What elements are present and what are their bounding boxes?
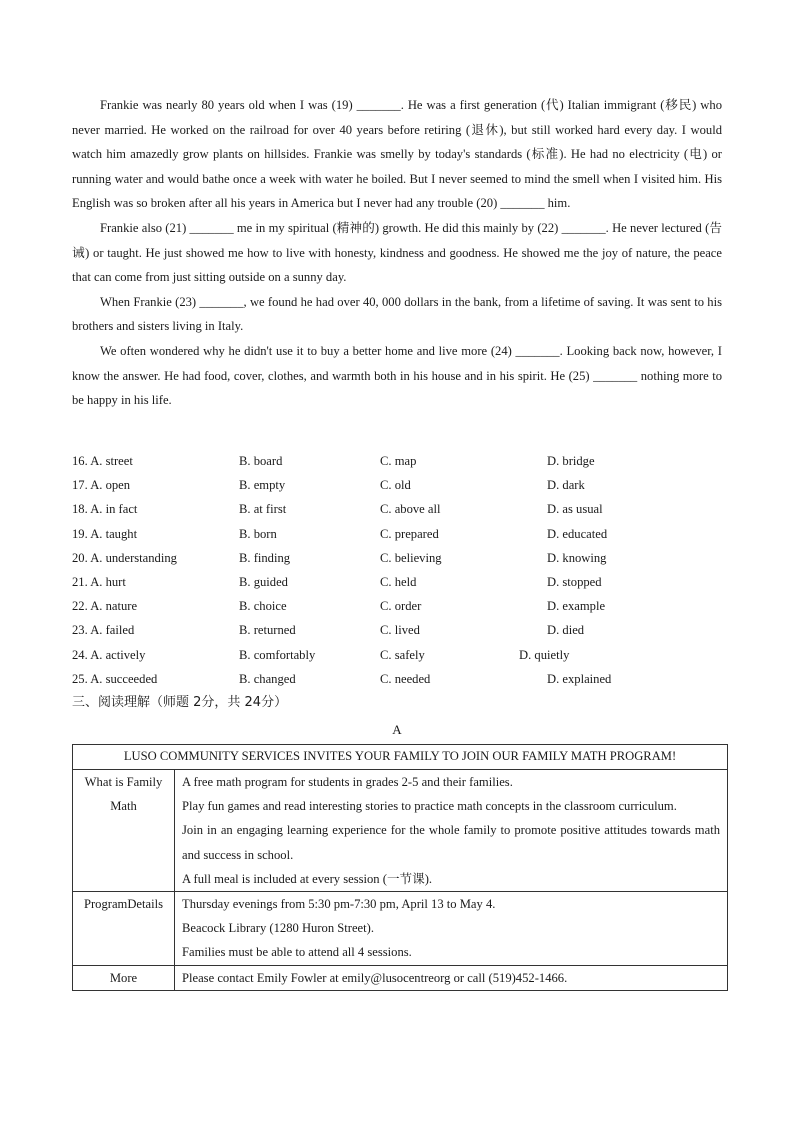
option-a: 24. A. actively (72, 647, 146, 662)
option-b: B. finding (239, 550, 291, 565)
option-a: 17. A. open (72, 478, 131, 493)
option-d: D. explained (547, 671, 612, 686)
passage-paragraph-3: When Frankie (23) _______, we found he had over 40, 000 dollars in the bank, from a lifetime of saving. It was sent to his brothers and sisters living in Italy. (72, 294, 722, 334)
option-a: 23. A. failed (72, 623, 135, 638)
content-line: Beacock Library (1280 Huron Street). (182, 921, 374, 936)
option-a: 25. A. succeeded (72, 671, 158, 686)
option-b: B. empty (239, 478, 286, 493)
ad-header: LUSO COMMUNITY SERVICES INVITES YOUR FAMILY TO JOIN OUR FAMILY MATH PROGRAM! (73, 745, 728, 770)
option-c: C. old (380, 478, 411, 493)
option-d: D. knowing (547, 550, 607, 565)
row-content (175, 770, 728, 892)
option-b: B. changed (239, 671, 296, 686)
option-d: D. quietly (519, 647, 570, 662)
row-content (175, 965, 728, 990)
ad-row-what-is (73, 770, 728, 892)
option-row-25 (72, 667, 722, 691)
option-row-24 (72, 643, 722, 667)
option-c: C. above all (380, 502, 441, 517)
section-title: 三、阅读理解（师题 2分，共 24分） (72, 695, 288, 710)
row-label: ProgramDetails (73, 892, 175, 966)
option-a: 18. A. in fact (72, 502, 138, 517)
option-c: C. lived (380, 623, 420, 638)
option-row-19 (72, 522, 722, 546)
option-row-16 (72, 449, 722, 473)
option-row-22 (72, 594, 722, 618)
passage-paragraph-2: Frankie also (21) _______ me in my spiritual (精神的) growth. He did this mainly by (22) _______. He never lectured (告诫) or taught. He just showed me how to live with honesty, kindness and goodness. He showed me the joy of nature, the peace that can come from just sitting outside on a sunny day. (72, 220, 722, 285)
option-a: 22. A. nature (72, 599, 138, 614)
option-a: 19. A. taught (72, 526, 138, 541)
content-line: Families must be able to attend all 4 sessions. (182, 945, 412, 960)
option-d: D. bridge (547, 454, 595, 468)
passage-paragraph-1: Frankie was nearly 80 years old when I was (19) _______. He was a first generation (代) Italian immigrant (移民) who never married. He worked on the railroad for over 40 years before retiring (退休), but still worked hard every day. I would watch him amazedly grow plants on hillsides. Frankie was smelly by today's standards (标准). He had no electricity (电) or running water and would bathe once a week with water he boiled. But I never seemed to mind the smell when I visited him. His English was so broken after all his years in America but I never had any trouble (20) _______ him. (72, 98, 722, 211)
row-content (175, 892, 728, 966)
option-c: C. believing (380, 550, 442, 565)
option-a: 16. A. street (72, 454, 133, 468)
option-c: C. prepared (380, 526, 439, 541)
option-a: 20. A. understanding (72, 550, 177, 565)
ad-header-row (73, 745, 728, 770)
option-a: 21. A. hurt (72, 574, 126, 589)
option-b: B. born (239, 526, 277, 541)
option-c: C. held (380, 574, 417, 589)
option-b: B. comfortably (239, 647, 316, 662)
content-line: Please contact Emily Fowler at emily@lusocentreorg or call (519)452-1466. (182, 970, 568, 985)
answer-options (72, 449, 722, 691)
option-b: B. choice (239, 599, 287, 614)
option-d: D. example (547, 599, 606, 614)
passage-letter: A (392, 722, 402, 737)
option-row-23 (72, 618, 722, 642)
content-line: Thursday evenings from 5:30 pm-7:30 pm, April 13 to May 4. (182, 897, 496, 912)
option-row-18 (72, 497, 722, 521)
ad-row-more (73, 965, 728, 990)
cloze-passage (72, 93, 722, 413)
row-label-line: Math (110, 799, 137, 814)
row-label (73, 770, 175, 892)
option-d: D. died (547, 623, 585, 638)
option-row-21 (72, 570, 722, 594)
option-d: D. stopped (547, 574, 602, 589)
option-c: C. map (380, 454, 417, 468)
option-b: B. guided (239, 574, 288, 589)
option-row-17 (72, 473, 722, 497)
option-b: B. returned (239, 623, 296, 638)
row-label-line: What is Family (84, 775, 163, 789)
option-d: D. dark (547, 478, 585, 493)
option-b: B. board (239, 454, 283, 468)
program-ad-table (72, 744, 728, 991)
ad-row-details (73, 892, 728, 966)
content-line: Play fun games and read interesting stories to practice math concepts in the classroom curriculum. (182, 799, 677, 814)
passage-paragraph-4: We often wondered why he didn't use it to buy a better home and live more (24) _______. Looking back now, however, I know the answer. He had food, cover, clothes, and warmth both in his house and in his spirit. He (25) _______ nothing more to be happy in his life. (72, 343, 722, 408)
row-label: More (73, 965, 175, 990)
content-line: A free math program for students in grades 2-5 and their families. (182, 775, 513, 789)
content-line: A full meal is included at every session (一节课). (182, 871, 433, 886)
option-row-20 (72, 546, 722, 570)
option-b: B. at first (239, 502, 287, 517)
option-c: C. safely (380, 647, 425, 662)
option-d: D. educated (547, 526, 608, 541)
content-line: Join in an engaging learning experience for the whole family to promote positive attitudes towards math and success in school. (182, 823, 720, 862)
option-c: C. order (380, 599, 422, 614)
option-d: D. as usual (547, 502, 603, 517)
option-c: C. needed (380, 671, 431, 686)
